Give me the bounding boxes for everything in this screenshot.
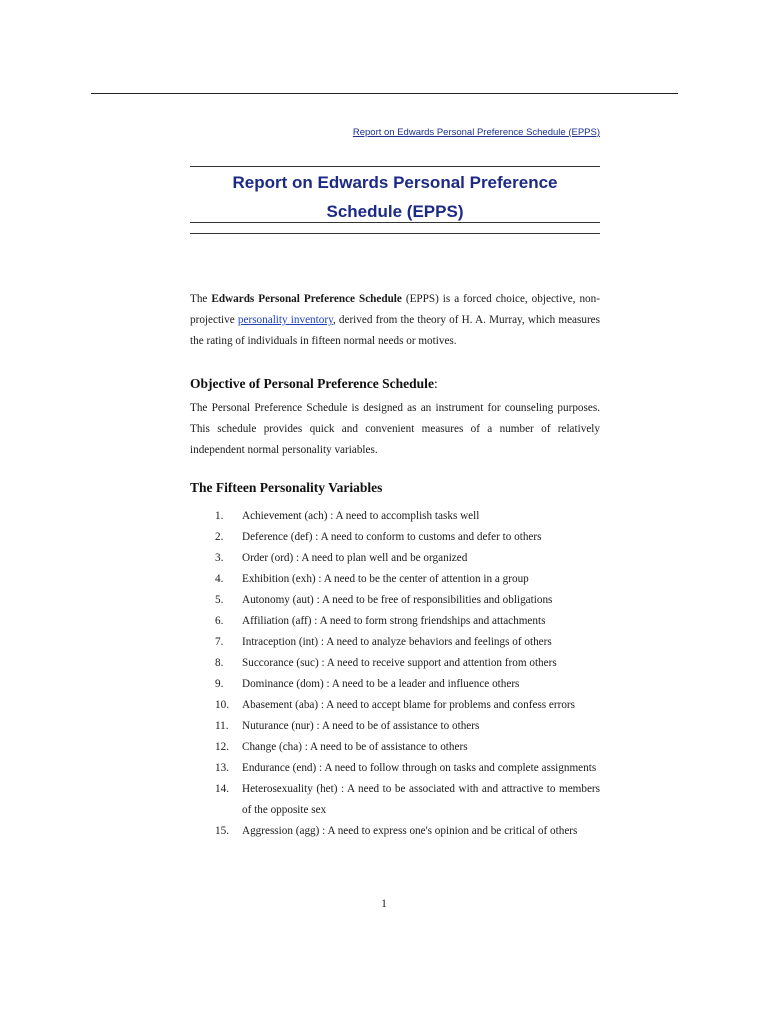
list-item-text: Abasement (aba) : A need to accept blame for problems and confess errors xyxy=(242,699,576,711)
objective-paragraph: The Personal Preference Schedule is designed as an instrument for counseling purposes. This schedule provides quick and convenient measures of a number of relatively independent normal personality variables. xyxy=(190,402,600,456)
list-item xyxy=(215,527,600,548)
list-item xyxy=(215,611,600,632)
objective-heading-colon: : xyxy=(433,376,438,391)
list-item-text: Intraception (int) : A need to analyze behaviors and feelings of others xyxy=(242,636,552,648)
personality-inventory-link[interactable]: personality inventory xyxy=(237,314,333,326)
title-line-1: Report on Edwards Personal Preference xyxy=(232,173,558,192)
list-item-number: 14. xyxy=(215,783,229,795)
list-item xyxy=(215,590,600,611)
intro-text-post: , derived from the theory of H. A. Murray, which measures the rating of individuals in fifteen normal needs or motives. xyxy=(190,314,600,347)
intro-text-pre: The xyxy=(190,293,212,305)
list-item-text: Aggression (agg) : A need to express one's opinion and be critical of others xyxy=(242,825,578,837)
list-item xyxy=(215,548,600,569)
list-item xyxy=(215,506,600,527)
variables-list xyxy=(215,506,600,842)
objective-heading-text: Objective of Personal Preference Schedule xyxy=(190,376,434,391)
intro-text-mid: (EPPS) is a forced choice, objective, non-projective xyxy=(190,293,600,326)
list-item-text: Deference (def) : A need to conform to customs and defer to others xyxy=(242,531,542,543)
list-item-text: Succorance (suc) : A need to receive support and attention from others xyxy=(242,657,557,669)
list-item-number: 7. xyxy=(215,636,224,648)
list-item-text: Exhibition (exh) : A need to be the center of attention in a group xyxy=(242,573,529,585)
top-rule xyxy=(91,93,678,94)
list-item-number: 2. xyxy=(215,531,224,543)
page-number: 1 xyxy=(381,898,387,910)
list-item-text: Dominance (dom) : A need to be a leader and influence others xyxy=(242,678,520,690)
variables-heading: The Fifteen Personality Variables xyxy=(190,480,383,495)
title-block xyxy=(190,166,600,234)
list-item-number: 4. xyxy=(215,573,224,585)
list-item-number: 13. xyxy=(215,762,229,774)
page-title xyxy=(190,168,600,226)
title-line-2: Schedule (EPPS) xyxy=(326,202,464,221)
intro-paragraph xyxy=(190,289,600,352)
title-rule-top xyxy=(190,166,600,167)
list-item xyxy=(215,653,600,674)
list-item-number: 12. xyxy=(215,741,229,753)
list-item-text: Autonomy (aut) : A need to be free of responsibilities and obligations xyxy=(242,594,553,606)
list-item-text: Order (ord) : A need to plan well and be organized xyxy=(242,552,468,564)
title-rule-bottom xyxy=(190,222,600,223)
list-item xyxy=(215,716,600,737)
list-item xyxy=(215,779,600,821)
list-item xyxy=(215,821,600,842)
intro-bold-term: Edwards Personal Preference Schedule xyxy=(211,293,402,305)
running-header-link[interactable]: Report on Edwards Personal Preference Schedule (EPPS) xyxy=(352,127,600,138)
list-item xyxy=(215,674,600,695)
list-item-text: Endurance (end) : A need to follow through on tasks and complete assignments xyxy=(242,762,597,774)
list-item-text: Heterosexuality (het) : A need to be associated with and attractive to members of the opposite sex xyxy=(242,783,600,816)
list-item xyxy=(215,737,600,758)
list-item-number: 1. xyxy=(215,510,224,522)
list-item xyxy=(215,758,600,779)
list-item-number: 9. xyxy=(215,678,224,690)
list-item-text: Nuturance (nur) : A need to be of assistance to others xyxy=(242,720,480,732)
list-item-number: 6. xyxy=(215,615,224,627)
title-rule-double xyxy=(190,233,600,234)
list-item xyxy=(215,569,600,590)
list-item xyxy=(215,632,600,653)
list-item-text: Affiliation (aff) : A need to form strong friendships and attachments xyxy=(242,615,546,627)
list-item-number: 15. xyxy=(215,825,229,837)
objective-heading xyxy=(190,374,600,394)
list-item-number: 11. xyxy=(215,720,229,732)
list-item-text: Change (cha) : A need to be of assistance to others xyxy=(242,741,468,753)
list-item-text: Achievement (ach) : A need to accomplish tasks well xyxy=(242,510,480,522)
list-item-number: 10. xyxy=(215,699,229,711)
list-item xyxy=(215,695,600,716)
list-item-number: 3. xyxy=(215,552,224,564)
list-item-number: 5. xyxy=(215,594,224,606)
list-item-number: 8. xyxy=(215,657,224,669)
